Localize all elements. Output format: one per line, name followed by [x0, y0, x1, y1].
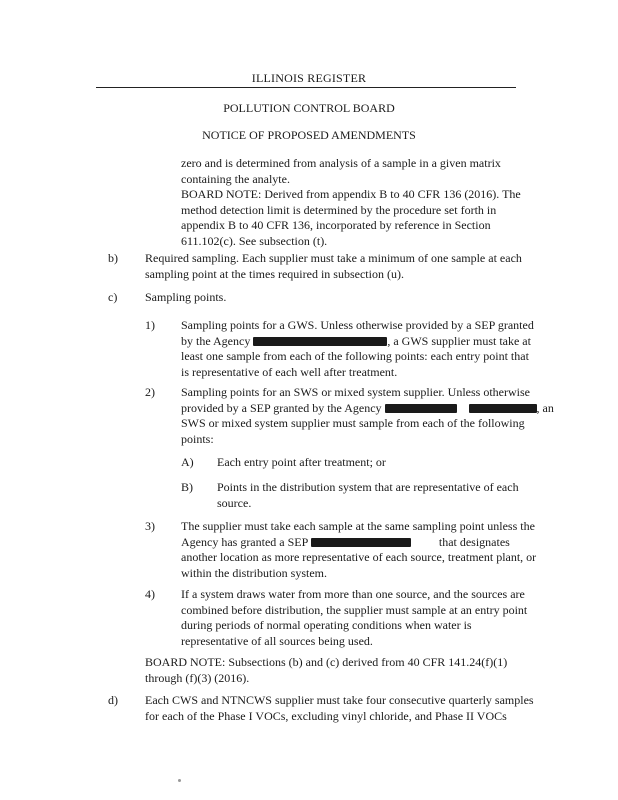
subsection-b-text — [145, 251, 522, 282]
item-2-label: 2) — [145, 385, 155, 399]
text-fragment: provided by a SEP granted by the Agency — [181, 400, 382, 415]
text-line: method detection limit is determined by the procedure set forth in — [181, 202, 497, 217]
subsection-d-text — [145, 693, 534, 724]
text-fragment: , a GWS supplier must take at — [387, 333, 531, 348]
subsection-c-heading — [145, 290, 226, 306]
text-line: representative of all sources being used. — [181, 633, 373, 648]
text-line: source. — [217, 495, 252, 510]
text-line: within the distribution system. — [181, 565, 327, 580]
item-2b-label: B) — [181, 480, 193, 494]
text-fragment: by the Agency — [181, 333, 251, 348]
item-2a-text — [217, 455, 386, 471]
text-line: combined before distribution, the supplier must sample at an entry point — [181, 602, 528, 617]
item-4-text — [181, 587, 527, 649]
notice-title: NOTICE OF PROPOSED AMENDMENTS — [202, 128, 416, 142]
text-line: containing the analyte. — [181, 171, 290, 186]
text-line: SWS or mixed system supplier must sample from each of the following — [181, 416, 525, 430]
text-line: The supplier must take each sample at the same sampling point unless the — [181, 519, 535, 533]
text-line: BOARD NOTE: Subsections (b) and (c) derived from 40 CFR 141.24(f)(1) — [145, 655, 508, 669]
text-line: 611.102(c). See subsection (t). — [181, 233, 328, 248]
board-note-line: BOARD NOTE: Derived from appendix B to 40 CFR 136 (2016). The — [181, 187, 521, 201]
redaction-bar — [469, 404, 537, 413]
text-line: appendix B to 40 CFR 136, incorporated by reference in Section — [181, 218, 491, 232]
text-line: zero and is determined from analysis of a sample in a given matrix — [181, 156, 501, 170]
text-line — [181, 334, 534, 350]
item-3-label: 3) — [145, 519, 155, 533]
text-line — [181, 401, 554, 417]
item-3-text — [181, 519, 536, 581]
text-line: Each entry point after treatment; or — [217, 455, 386, 469]
text-line: Sampling points for a GWS. Unless otherwise provided by a SEP granted — [181, 318, 534, 332]
redaction-bar — [385, 404, 457, 413]
text-line: Required sampling. Each supplier must take a minimum of one sample at each — [145, 251, 522, 265]
item-2-text — [181, 385, 554, 447]
text-fragment: that designates — [438, 534, 510, 549]
text-fragment: , an — [536, 400, 554, 415]
item-2b-text — [217, 480, 519, 511]
text-line: Sampling points for an SWS or mixed system supplier. Unless otherwise — [181, 385, 530, 399]
header-rule — [96, 87, 516, 88]
subsection-b-label: b) — [108, 251, 118, 265]
text-line: Sampling points. — [145, 290, 227, 304]
text-line: sampling point at the times required in subsection (u). — [145, 266, 404, 281]
register-title: ILLINOIS REGISTER — [251, 71, 367, 85]
board-title: POLLUTION CONTROL BOARD — [223, 101, 395, 115]
text-line: for each of the Phase I VOCs, excluding vinyl chloride, and Phase II VOCs — [145, 708, 507, 723]
redaction-bar — [253, 337, 387, 346]
text-line: through (f)(3) (2016). — [145, 670, 250, 685]
text-line — [181, 535, 536, 551]
subsection-d-label: d) — [108, 693, 118, 707]
item-1-label: 1) — [145, 318, 155, 332]
text-line: is representative of each well after treatment. — [181, 364, 398, 379]
item-4-label: 4) — [145, 587, 155, 601]
text-line: Points in the distribution system that are representative of each — [217, 480, 519, 494]
item-2a-label: A) — [181, 455, 194, 469]
redaction-bar — [311, 538, 411, 547]
text-line: during periods of normal operating conditions when water is — [181, 618, 472, 632]
text-line: points: — [181, 431, 214, 446]
text-line: Each CWS and NTNCWS supplier must take four consecutive quarterly samples — [145, 693, 534, 707]
subsection-c-label: c) — [108, 290, 118, 304]
text-line: least one sample from each of the following points: each entry point that — [181, 349, 529, 363]
item-1-text — [181, 318, 534, 380]
text-fragment: Agency has granted a SEP — [181, 534, 308, 549]
scan-speck — [178, 779, 181, 782]
text-line: If a system draws water from more than one source, and the sources are — [181, 587, 525, 601]
board-note-bc — [145, 655, 507, 686]
continuation-paragraph — [181, 156, 521, 249]
text-line: another location as more representative of each source, treatment plant, or — [181, 550, 537, 564]
